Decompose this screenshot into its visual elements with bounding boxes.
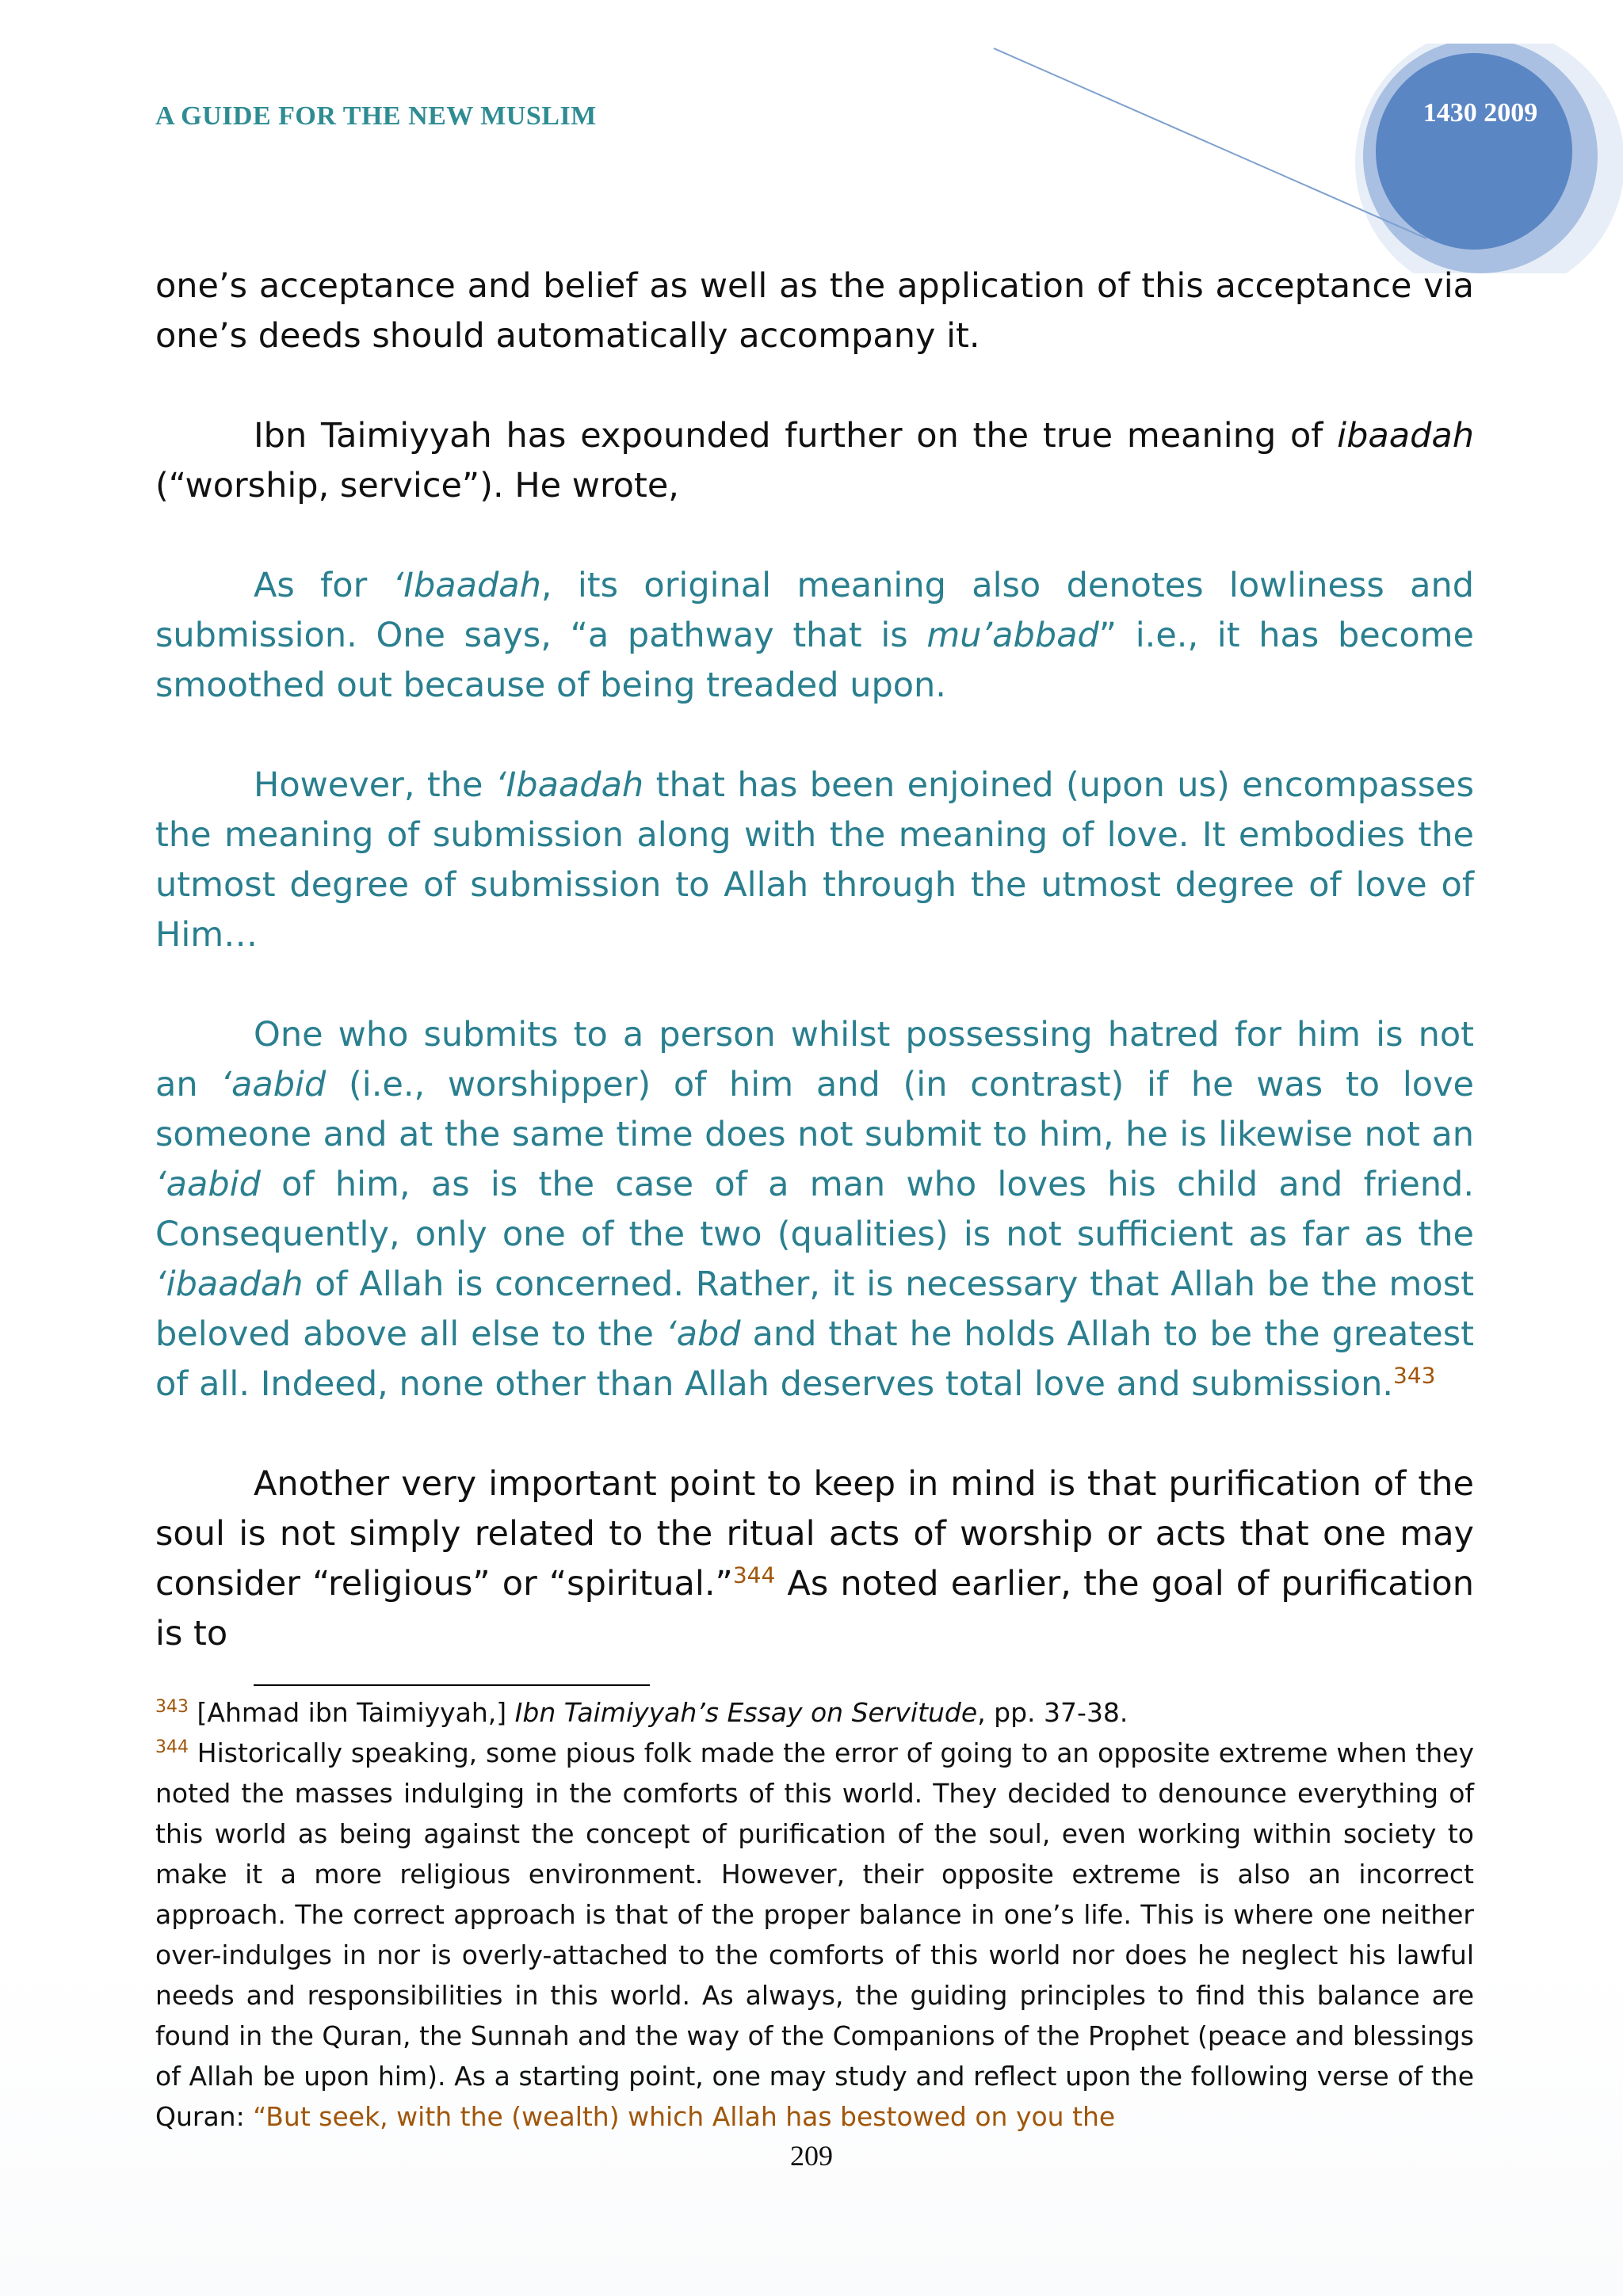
header-decoration (983, 44, 1623, 273)
quote-paragraph-3: One who submits to a person whilst possessing hatred for him is not an ‘aabid (i.e., worshipper) of him and (in contrast) if he was to love someone and at the same time does not submit to him, he is likewise not an ‘aabid of him, as is the case of a man who loves his child and friend. Consequently, only one of the two (qualities) is not sufficient as far as the ‘ibaadah of Allah is concerned. Rather, it is necessary that Allah be the most beloved above all else to the ‘abd and that he holds Allah to be the greatest of all. Indeed, none other than Allah deserves total love and submission.$^{343}$ (155, 1015, 1474, 1404)
quran-verse: “But seek, with the (wealth) which Allah has bestowed on you the (253, 2101, 1116, 2132)
footnote-343: $^{343}$ [Ahmad ibn Taimiyyah,] Ibn Taimiyyah’s Essay on Servitude, pp. 37-38. (155, 1697, 1128, 1728)
quote-paragraph-2: However, the ‘Ibaadah that has been enjoined (upon us) encompasses the meaning of submission along with the meaning of love. It embodies the utmost degree of submission to Allah through the utmost degree of love of Him… (155, 765, 1474, 955)
quote-paragraph-1: As for ‘Ibaadah, its original meaning also denotes lowliness and submission. One says, “a pathway that is mu’abbad” i.e., it has become smoothed out because of being treaded upon. (155, 566, 1474, 705)
paragraph-ibn-taimiyyah: Ibn Taimiyyah has expounded further on the true meaning of ibaadah (“worship, service”). He wrote, (155, 416, 1474, 505)
decor-circle-inner (1376, 53, 1572, 250)
paragraph-continuation: one’s acceptance and belief as well as the application of this acceptance via one’s deeds should automatically accompany it. (155, 266, 1474, 356)
footnote-ref-344[interactable]: 344 (732, 1562, 776, 1589)
footnote-separator (254, 1684, 650, 1686)
main-text (155, 261, 1474, 1709)
running-header-title: A GUIDE FOR THE NEW MUSLIM (155, 101, 597, 131)
footnote-ref-343[interactable]: 343 (1393, 1362, 1436, 1389)
page-number: 209 (790, 2140, 833, 2172)
paragraph-purification: Another very important point to keep in mind is that purification of the soul is not simply related to the ritual acts of worship or acts that one may consider “religious” or “spiritual.”$^{344}$ As noted earlier, the goal of purification is to (155, 1464, 1474, 1653)
running-header-year: 1430 2009 (1423, 98, 1538, 128)
footnotes (155, 1692, 1474, 2137)
footnote-344: $^{344}$ Historically speaking, some pious folk made the error of going to an opposite extreme when they noted the masses indulging in the comforts of this world. They decided to denounce everything of this world as being against the concept of purification of the soul, even working within society to make it a more religious environment. However, their opposite extreme is also an incorrect approach. The correct approach is that of the proper balance in one’s life. This is where one neither over-indulges in nor is overly-attached to the comforts of this world nor does he neglect his lawful needs and responsibilities in this world. As always, the guiding principles to find this balance are found in the Quran, the Sunnah and the way of the Companions of the Prophet (peace and blessings of Allah be upon him). As a starting point, one may study and reflect upon the following verse of the Quran: “But seek, with the (wealth) which Allah has bestowed on you the (155, 1737, 1474, 2132)
footnote-number-344: 344 (155, 1737, 189, 1757)
footnote-number-343: 343 (155, 1697, 189, 1717)
